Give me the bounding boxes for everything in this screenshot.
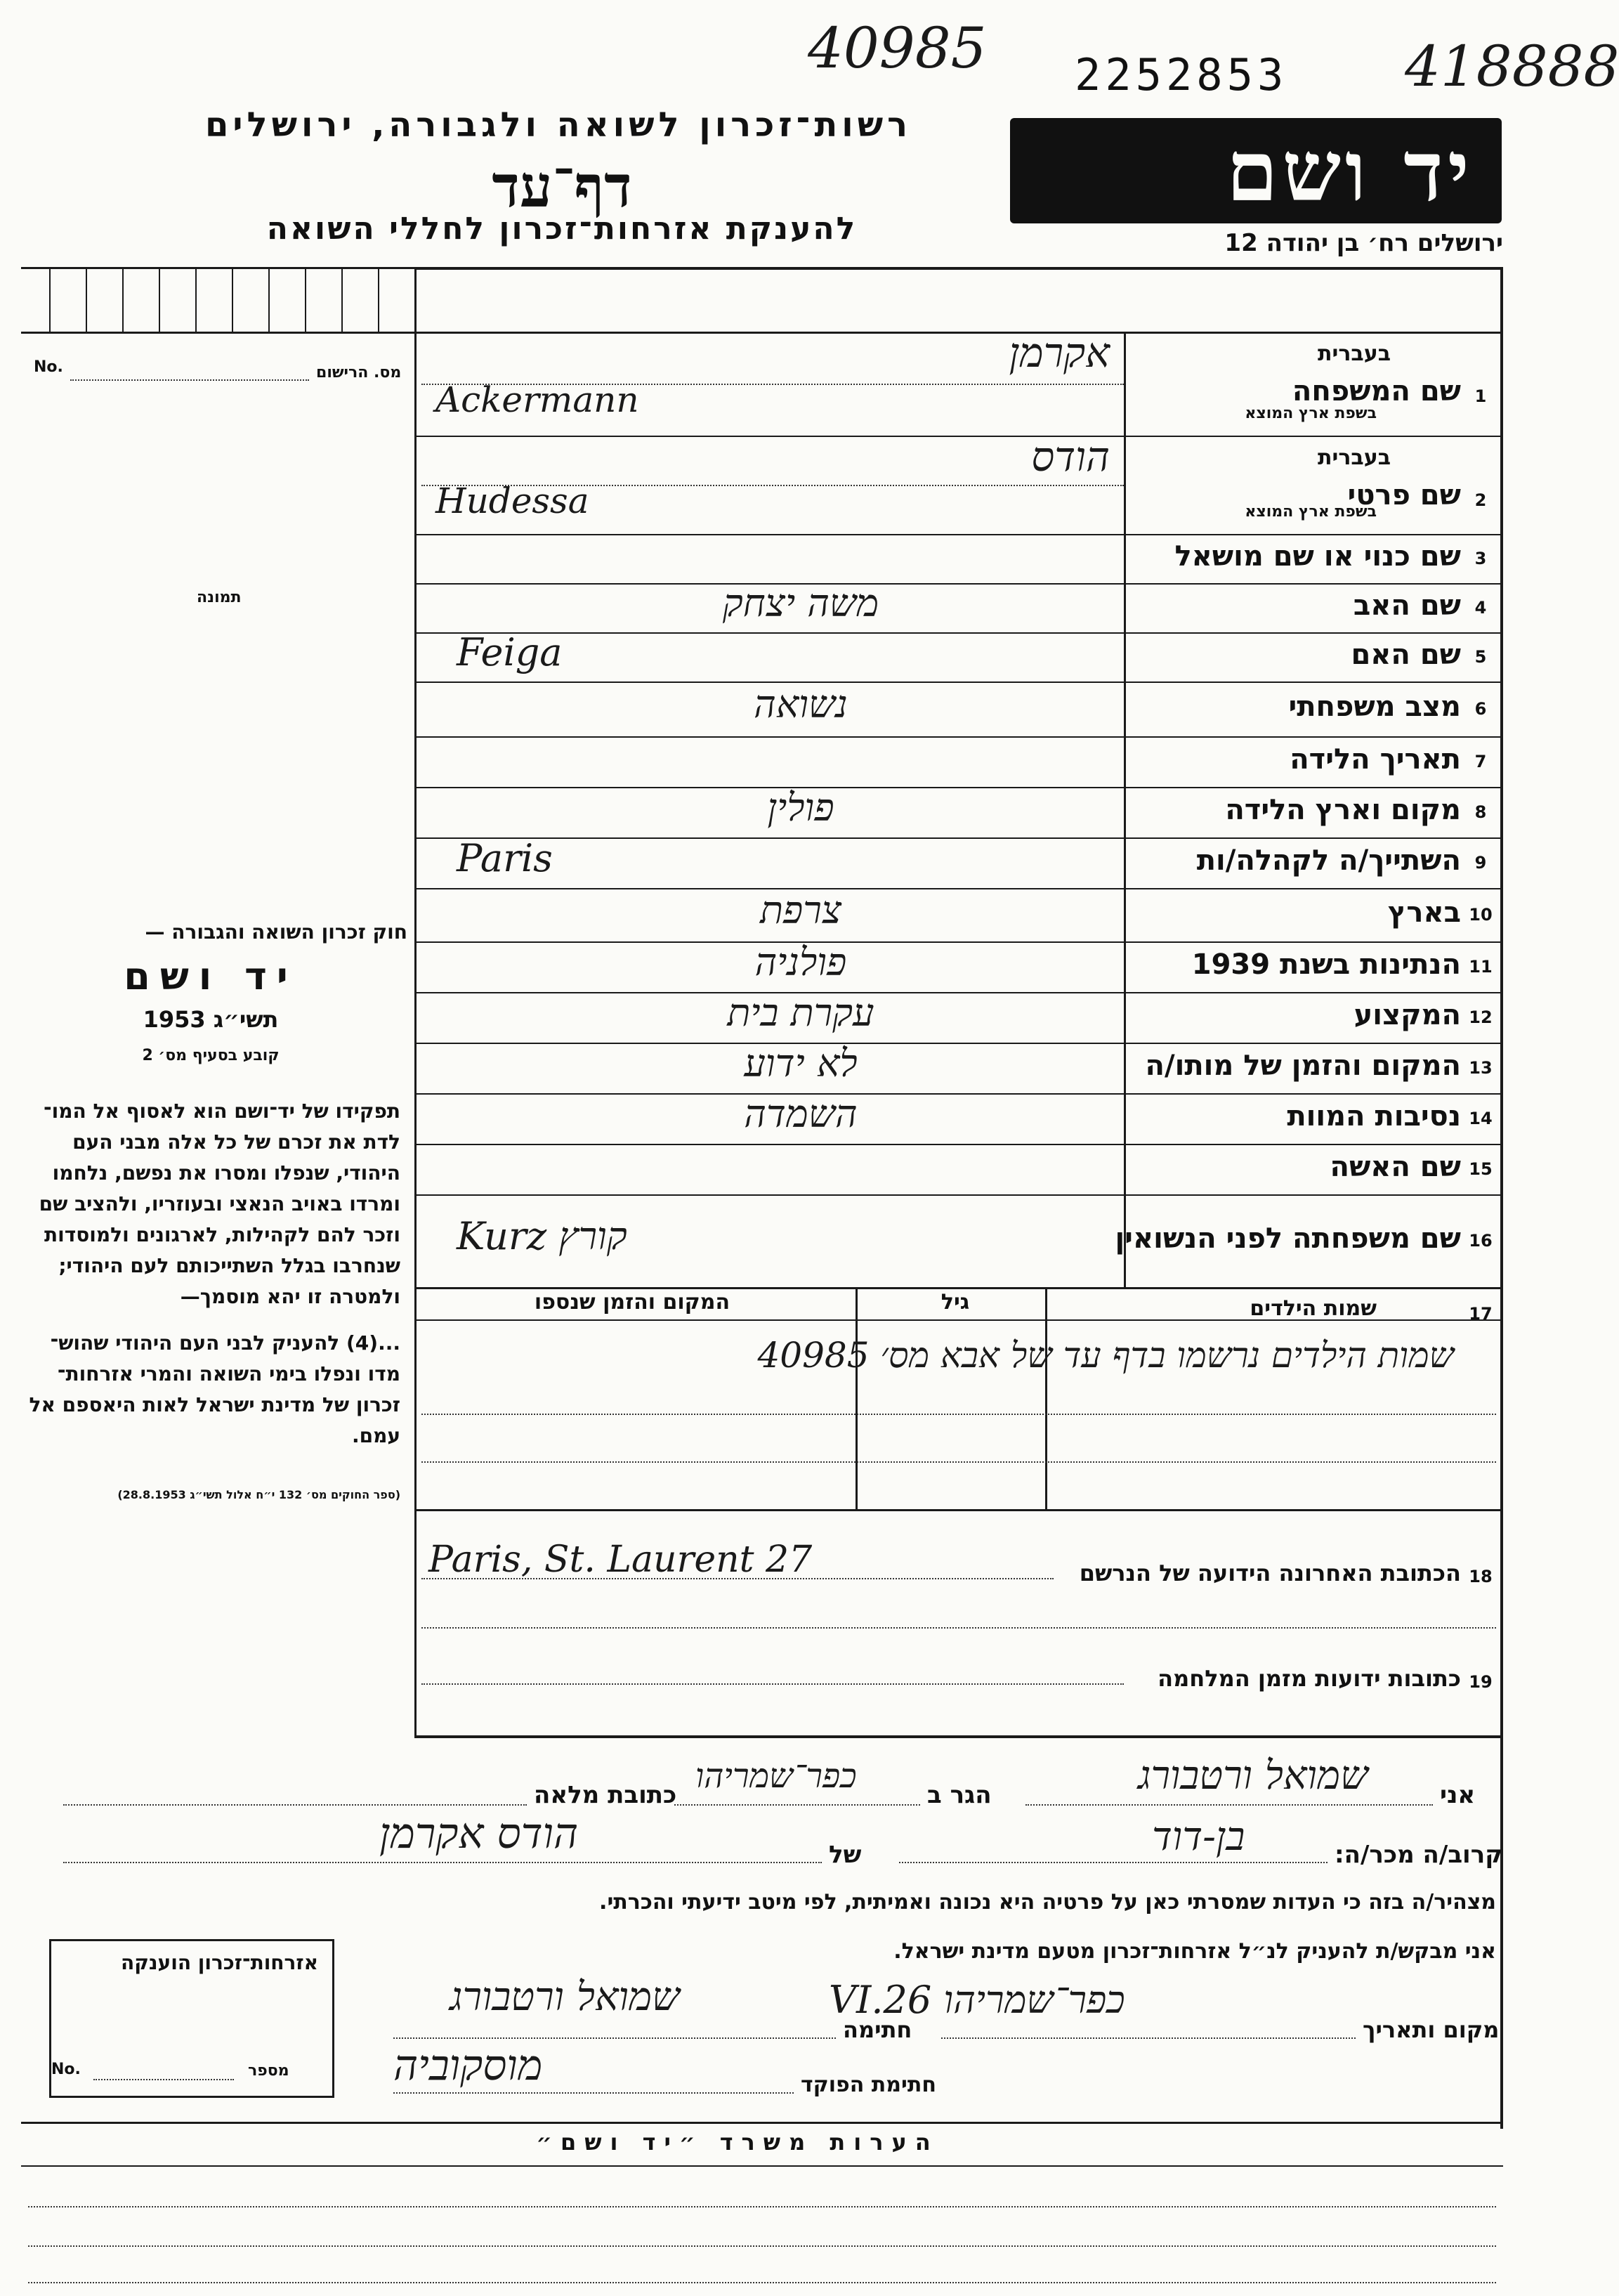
label-last-address: הכתובת האחרונה הידועה של הנרשם bbox=[1079, 1560, 1461, 1586]
field-num-17: 17 bbox=[1469, 1304, 1493, 1324]
serial-box-divider bbox=[268, 267, 270, 332]
field-num-3: 3 bbox=[1474, 549, 1487, 568]
place-date-line bbox=[941, 2037, 1356, 2039]
field-value-4: משה יצחק bbox=[722, 581, 879, 625]
logo-address: ירושלים רח׳ בן יהודה 12 bbox=[1224, 229, 1503, 257]
value-last-address: Paris, St. Laurent 27 bbox=[428, 1539, 813, 1581]
notes-line-3 bbox=[28, 2282, 1496, 2283]
declarant-relation: בן-דוד bbox=[1152, 1814, 1245, 1860]
notes-header-line bbox=[21, 2165, 1503, 2167]
field-value-5: Feiga bbox=[457, 630, 563, 674]
declarant-signature: שמואל ורטבורג bbox=[450, 1974, 680, 2020]
field-num-18: 18 bbox=[1469, 1567, 1493, 1586]
field-num-6: 6 bbox=[1474, 699, 1487, 719]
law-text: תפקידו של יד־ושם הוא לאסוף אל המו־ לדת את זכרם של כל אלה מבני העם היהודי, שנפלו ומסרו את נפשם, נלחמו ומרדו באויב הנאצי ובעוזריו, ולהציב שם וזכר להם לקהילות, לארגונים ולמוסדות שנחרבו בגלל השתייכותם לעם היהודי; ולמטרה זו יהא מוסמך— bbox=[39, 1100, 400, 1308]
field-num-13: 13 bbox=[1469, 1058, 1493, 1078]
logo-text: יד ושם bbox=[1226, 122, 1474, 220]
notes-line-2 bbox=[28, 2245, 1496, 2247]
label-signature: חתימה bbox=[843, 2016, 912, 2043]
field-label-1: שם המשפחה bbox=[1292, 375, 1461, 407]
field-value-hebrew-2: הודס bbox=[1031, 433, 1110, 481]
field-num-19: 19 bbox=[1469, 1672, 1493, 1692]
label-place-date: מקום ותאריך bbox=[1363, 2016, 1500, 2043]
field-row-line bbox=[414, 1144, 1503, 1145]
registration-line bbox=[70, 379, 309, 381]
address-line-1 bbox=[421, 1578, 1054, 1579]
field-num-8: 8 bbox=[1474, 802, 1487, 822]
field-num-12: 12 bbox=[1469, 1007, 1493, 1027]
field-label-4: שם האב bbox=[1353, 589, 1461, 622]
field-value-10: צרפת bbox=[759, 888, 842, 932]
declaration-text: מצהיר/ה בזה כי העדות שמסרתי כאן על פרטיה היא נכונה ואמיתית, לפי מיטב ידיעתי והכרתי. bbox=[599, 1890, 1496, 1915]
field-num-16: 16 bbox=[1469, 1231, 1493, 1251]
field-num-15: 15 bbox=[1469, 1159, 1493, 1179]
form-subtitle: להענקת אזרחות־זכרון לחללי השואה bbox=[266, 211, 858, 247]
serial-box-divider bbox=[341, 267, 343, 332]
field-value-12: עקרת בית bbox=[727, 991, 874, 1035]
field-value-hebrew-1: אקרמן bbox=[1009, 329, 1110, 377]
declarant-name: שמואל ורטבורג bbox=[1138, 1753, 1368, 1799]
form-title: דף־עד bbox=[492, 153, 632, 221]
children-top bbox=[414, 1287, 1503, 1289]
col-child-age: גיל bbox=[940, 1290, 970, 1315]
field-row-line bbox=[414, 534, 1503, 535]
official-line bbox=[393, 2092, 794, 2094]
field-num-11: 11 bbox=[1469, 957, 1493, 977]
declarant-city: כפר־שמריהו bbox=[695, 1756, 857, 1796]
label-full-address: כתובת מלאה bbox=[534, 1781, 677, 1809]
children-col2 bbox=[1045, 1287, 1047, 1509]
label-official-signature: חתימת הפוקד bbox=[801, 2073, 936, 2097]
city-line bbox=[674, 1804, 920, 1806]
registration-label: מס. הרישום bbox=[316, 364, 402, 381]
serial-box-divider bbox=[378, 267, 379, 332]
field-num-5: 5 bbox=[1474, 647, 1487, 667]
field-sub-origin-2: בשפת ארץ המוצא bbox=[1245, 503, 1377, 521]
field-label-7: תאריך הלידה bbox=[1290, 743, 1461, 776]
field-value-9: Paris bbox=[457, 836, 553, 880]
field-value-14: השמדה bbox=[744, 1092, 858, 1136]
label-lives-in: הגר ב bbox=[927, 1781, 992, 1809]
law-year: תשי״ג 1953 bbox=[143, 1006, 279, 1033]
field-row-line bbox=[414, 1194, 1503, 1196]
law-name: יד ושם bbox=[124, 954, 298, 998]
serial-box-divider bbox=[122, 267, 124, 332]
citizenship-box bbox=[49, 1939, 334, 2098]
field-row-line bbox=[414, 736, 1503, 738]
field-label-8: מקום וארץ הלידה bbox=[1225, 794, 1461, 826]
field-label-10: בארץ bbox=[1387, 896, 1461, 929]
label-of: של bbox=[829, 1841, 862, 1869]
serial-box-divider bbox=[232, 267, 233, 332]
field-num-7: 7 bbox=[1474, 752, 1487, 771]
stamp-number: 2252853 bbox=[1075, 49, 1288, 100]
field-num-4: 4 bbox=[1474, 598, 1487, 618]
place-date-value: כפר־שמריהו 26.VI bbox=[829, 1978, 1125, 2022]
children-entry: שמות הילדים נרשמו בדף עד של אבא מס׳ 40985 bbox=[757, 1335, 1454, 1376]
citizenship-line bbox=[93, 2079, 234, 2080]
field-label-12: המקצוע bbox=[1353, 999, 1461, 1031]
serial-box-divider bbox=[86, 267, 87, 332]
of-line bbox=[63, 1862, 822, 1863]
field-value-16: Kurz קורץ bbox=[457, 1214, 627, 1258]
field-label-15: שם האשה bbox=[1330, 1151, 1461, 1183]
law-text-2: ...(4) להעניק לבני העם היהודי שהוש־ מדו ונפלו בימי השואה והמרי אזרחות־ זכרון של מדינת ישראל לאות היאספם אל עמם. bbox=[29, 1331, 400, 1447]
field-value-11: פולניה bbox=[754, 940, 847, 984]
law-source: (ספר החוקים מס׳ 132 י״ח אלול תשי״ג 28.8.1953) bbox=[117, 1488, 400, 1501]
name-line bbox=[1025, 1804, 1433, 1806]
field-num-14: 14 bbox=[1469, 1109, 1493, 1128]
frame-top bbox=[414, 267, 1503, 270]
serial-box-divider bbox=[159, 267, 160, 332]
citizenship-title: אזרחות־זכרון הוענקה bbox=[121, 1951, 318, 1974]
field-row-line bbox=[414, 837, 1503, 839]
frame-bottom-main bbox=[414, 1735, 1503, 1738]
registration-no: No. bbox=[34, 358, 63, 376]
child-row-2 bbox=[421, 1414, 1496, 1415]
label-relative: קרוב/ה מכר/ה: bbox=[1335, 1841, 1503, 1869]
field-num-10: 10 bbox=[1469, 905, 1493, 925]
yad-vashem-logo bbox=[1010, 118, 1502, 223]
notes-top bbox=[21, 2122, 1503, 2124]
request-text: אני מבקש/ת להעניק לנ״ל אזרחות־זכרון מטעם מדינת ישראל. bbox=[893, 1939, 1496, 1964]
org-name: רשות־זכרון לשואה ולגבורה, ירושלים bbox=[204, 105, 912, 145]
label-war-addresses: כתובות ידועות מזמן המלחמה bbox=[1158, 1665, 1461, 1692]
field-num-9: 9 bbox=[1474, 853, 1487, 873]
serial-box-divider bbox=[195, 267, 197, 332]
serial-box-divider bbox=[305, 267, 306, 332]
citizenship-number-label: מספר bbox=[248, 2062, 289, 2080]
children-col1 bbox=[856, 1287, 858, 1509]
relation-line bbox=[899, 1862, 1328, 1863]
field-value-13: לא ידוע bbox=[744, 1041, 858, 1085]
address-line-3 bbox=[421, 1683, 1124, 1685]
box-row-top bbox=[21, 267, 414, 269]
field-label-11: הנתינות בשנת 1939 bbox=[1191, 948, 1461, 981]
full-address-line bbox=[63, 1804, 527, 1806]
frame-left bbox=[414, 267, 417, 1735]
field-value-8: פולין bbox=[767, 785, 834, 830]
declarant-of-name: הודס אקרמן bbox=[379, 1809, 579, 1858]
field-sub-hebrew-1: בעברית bbox=[1318, 341, 1391, 366]
field-label-2: שם פרטי bbox=[1347, 479, 1461, 511]
label-i: אני bbox=[1440, 1781, 1476, 1809]
child-row-3 bbox=[421, 1461, 1496, 1463]
field-sub-origin-1: בשפת ארץ המוצא bbox=[1245, 405, 1377, 422]
signature-line bbox=[393, 2037, 836, 2039]
address-line-2 bbox=[421, 1627, 1496, 1629]
children-bottom bbox=[414, 1509, 1503, 1511]
field-label-6: מצב משפחתי bbox=[1288, 691, 1461, 723]
col-child-names: שמות הילדים bbox=[1250, 1296, 1377, 1321]
field-label-14: נסיבות המוות bbox=[1287, 1100, 1461, 1133]
office-notes-title: הערות משרד ״יד ושם״ bbox=[536, 2129, 939, 2155]
archive-number-right: 418888 bbox=[1405, 34, 1619, 99]
field-label-3: שם כנוי או שם מושאל bbox=[1174, 540, 1461, 573]
field-num-1: 1 bbox=[1474, 386, 1487, 406]
col-child-place: המקום והזמן שנספו bbox=[534, 1290, 730, 1315]
field-row-line bbox=[414, 632, 1503, 634]
field-label-16: שם משפחתה לפני הנשואין bbox=[1115, 1222, 1461, 1255]
field-label-9: השתייך/ה לקהלה/ות bbox=[1196, 844, 1461, 877]
field-num-2: 2 bbox=[1474, 490, 1487, 510]
law-title: חוק זכרון השואה והגבורה — bbox=[145, 920, 407, 944]
field-value-origin-1: Ackermann bbox=[435, 379, 639, 420]
law-section: קובע בסעיף מס׳ 2 bbox=[142, 1047, 280, 1064]
field-value-origin-2: Hudessa bbox=[435, 481, 589, 521]
field-sub-hebrew-2: בעברית bbox=[1318, 445, 1391, 470]
field-label-13: המקום והזמן של מותו/ה bbox=[1145, 1050, 1461, 1082]
serial-box-divider bbox=[49, 267, 51, 332]
photo-label: תמונה bbox=[197, 589, 242, 606]
archive-number-left: 40985 bbox=[808, 15, 987, 81]
field-value-6: נשואה bbox=[754, 682, 848, 726]
notes-line-1 bbox=[28, 2206, 1496, 2207]
official-signature: מוסקוביה bbox=[393, 2041, 543, 2090]
citizenship-no: No. bbox=[51, 2061, 81, 2078]
field-label-5: שם האם bbox=[1351, 639, 1461, 671]
